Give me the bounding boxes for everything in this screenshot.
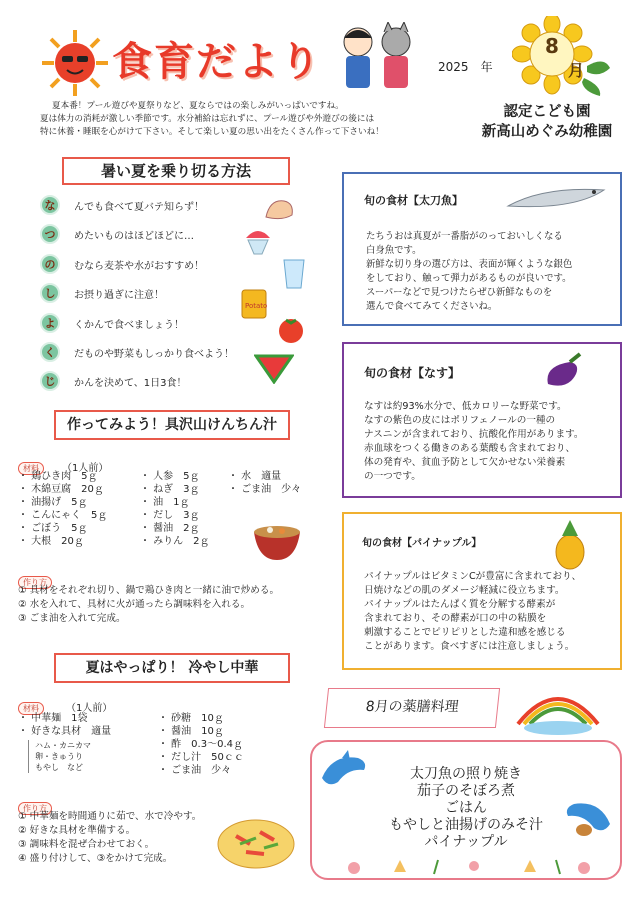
water-glass-icon	[280, 258, 308, 290]
seasonal-heading: 旬の食材【太刀魚】	[364, 194, 463, 207]
chips-bag-icon	[236, 286, 272, 322]
recipe2-ingredients-col1: ・ 中華麺 1袋 ・ 好きな具材 適量	[18, 713, 112, 737]
seasonal-heading: 旬の食材【なす】	[364, 366, 461, 380]
recipe2-steps-label: 作り方	[18, 796, 52, 815]
tip-item: の むなら麦茶や水がおすすめ！	[40, 252, 204, 276]
shells-decoration-icon	[334, 856, 604, 878]
tip-item: じ かんを決めて、1日3食！	[40, 369, 187, 393]
tip-item: し お摂り過ぎに注意！	[40, 281, 164, 305]
recipe2-toppings: ハム・カニカマ 卵・きゅうり もやし など	[28, 740, 91, 773]
yukata-kids-icon	[338, 22, 420, 92]
dolphin-icon	[318, 748, 370, 798]
menu-title: 8月の薬膳料理	[324, 688, 500, 728]
recipe1-title: 作ってみよう！具沢山けんちん汁	[54, 410, 290, 440]
recipe2-steps: ① 中華麺を時間通りに茹で、水で冷やす。 ② 好きな具材を準備する。 ③ 調味料を混ぜ合わせておく。 ④ 盛り付けして、③をかけて完成。	[18, 811, 202, 864]
dolphin-guitar-icon	[562, 796, 614, 842]
recipe2-title: 夏はやっぱり！ 冷やし中華	[54, 653, 290, 683]
watermelon-icon	[254, 352, 294, 384]
menu-item: 茄子のそぼろ煮	[417, 783, 515, 799]
menu-list	[340, 766, 592, 851]
svg-text:Potato: Potato	[245, 302, 268, 310]
menu-item: 太刀魚の照り焼き	[410, 766, 522, 782]
seasonal-body: パイナップルはビタミンCが豊富に含まれており、 日焼けなどの肌のダメージ軽減に役立ちます。 パイナップルはたんぱく質を分解する酵素が 含まれており、その酵素が口の中の粘膜を 刺激することでピリピリとした違和感を感じる ことがあります。食べすぎには注意しましょう。	[364, 571, 582, 652]
organization-name: 認定こども園 新高山めぐみ幼稚園	[481, 104, 613, 140]
seasonal-body: たちうおは真夏が一番脂がのっておいしくなる 白身魚です。 新鮮な切り身の選び方は、表面が輝くような銀色 をしており、触って弾力があるものが良いです。 スーパーなどで見つけたらぜひ新鮮なものを 選んで食べてみてくださいね。	[366, 231, 573, 312]
sun-icon	[40, 28, 110, 98]
tip-item: よ くかんで食べましょう！	[40, 311, 184, 335]
tips-title: 暑い夏を乗り切る方法	[62, 157, 290, 185]
eggplant-icon	[540, 352, 588, 392]
tip-item: く だものや野菜もしっかり食べよう！	[40, 340, 234, 364]
shaved-ice-icon	[242, 226, 274, 256]
menu-item: パイナップル	[424, 834, 508, 850]
intro-text: 夏本番！プール遊びや夏祭りなど、夏ならではの楽しみがいっぱいですね。 夏は体力の消耗が激しい季節です。水分補給は忘れずに、プール遊びや外遊びの後には 特に休養・睡眠を心がけて下さい。そして楽しい夏の思い出をたくさん作って下さいね！	[40, 101, 384, 137]
muscle-arm-icon	[262, 195, 298, 223]
seasonal-body: なすは約93%水分で、低カロリーな野菜です。 なすの紫色の皮にはポリフェノールの一種の ナスニンが含まれており、抗酸化作用があります。 赤血球をつくる働きのある葉酸も含まれており、 体の発育や、貧血予防として欠かせない栄養素 の一つです。	[364, 401, 584, 482]
miso-soup-bowl-icon	[250, 518, 304, 564]
month-unit: 月	[568, 61, 585, 80]
recipe1-ingredients-header: 材料 （1人前）	[18, 456, 108, 475]
seasonal-box-nasu	[342, 342, 622, 498]
recipe1-ingredients-col2: ・ 人参 5ｇ ・ ねぎ 3ｇ ・ 油 1ｇ ・ だし 3ｇ ・ 醤油 2ｇ ・ みりん 2ｇ	[140, 471, 210, 547]
pineapple-icon	[550, 518, 590, 570]
seasonal-box-tachiuo	[342, 172, 622, 326]
rainbow-pool-icon	[512, 680, 604, 736]
tip-item: な んでも食べて夏バテ知らず！	[40, 193, 204, 217]
recipe2-ingredients-header: 材料 （1人前）	[18, 696, 112, 715]
seasonal-heading: 旬の食材【パイナップル】	[362, 538, 482, 549]
recipe1-ingredients-col1: ・ 鶏ひき肉 5ｇ ・ 木綿豆腐 20ｇ ・ 油揚げ 5ｇ ・ こんにゃく 5ｇ ・ ごぼう 5ｇ ・ 大根 20ｇ	[18, 471, 108, 547]
recipe1-ingredients-col3: ・ 水 適量 ・ ごま油 少々	[228, 471, 302, 495]
year-label: 2025 年	[438, 60, 493, 74]
tomato-icon	[276, 314, 306, 344]
menu-item: もやしと油揚げのみそ汁	[389, 817, 543, 833]
month-number: 8	[545, 34, 559, 58]
cutlassfish-icon	[504, 180, 608, 220]
recipe2-ingredients-col2: ・ 砂糖 10ｇ ・ 醤油 10ｇ ・ 酢 0.3～0.4ｇ ・ だし汁 50ｃｃ ・ ごま油 少々	[158, 713, 244, 776]
recipe1-steps-label: 作り方	[18, 570, 52, 589]
recipe1-steps: ① 具材をそれぞれ切り、鍋で鶏ひき肉と一緒に油で炒める。 ② 水を入れて、具材に火が通ったら調味料を入れる。 ③ ごま油を入れて完成。	[18, 585, 280, 624]
cold-ramen-plate-icon	[216, 814, 296, 870]
seasonal-box-pineapple	[342, 512, 622, 670]
tip-item: つ めたいものはほどほどに…	[40, 222, 194, 246]
newsletter-title: 食育だより	[112, 39, 322, 85]
menu-item: ごはん	[445, 800, 487, 816]
